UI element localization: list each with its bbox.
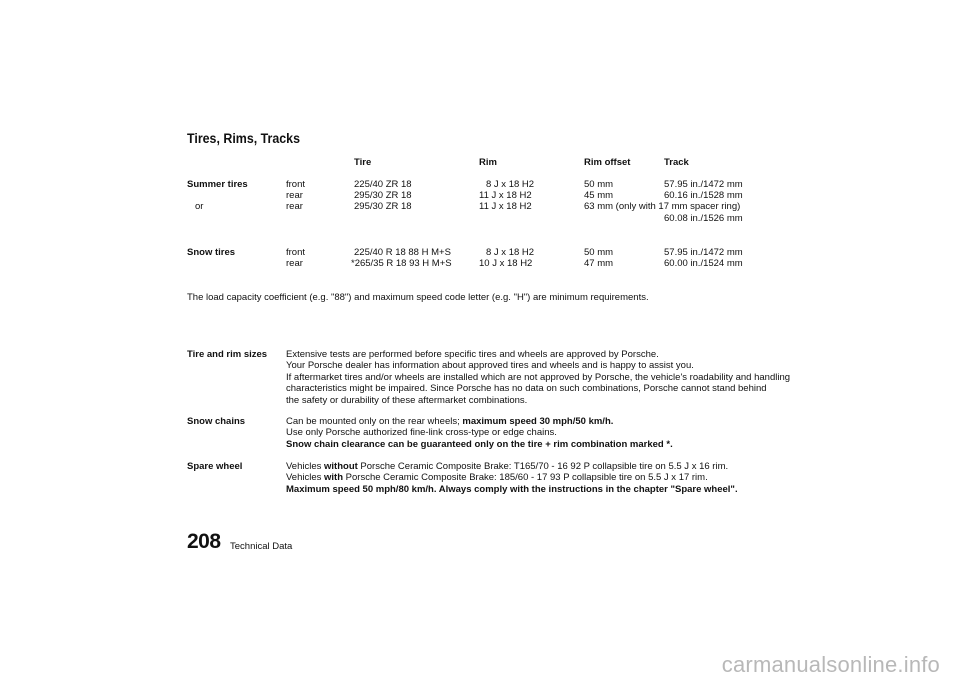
text-emphasis: without <box>324 461 358 472</box>
snow-chains-text <box>286 416 673 450</box>
position: rear <box>286 201 303 212</box>
header-tire: Tire <box>354 157 372 168</box>
tire-size: 295/30 ZR 18 <box>354 201 412 212</box>
text-line <box>286 416 673 427</box>
summer-tires-label: Summer tires <box>187 179 248 190</box>
snow-tires-label: Snow tires <box>187 247 236 258</box>
tire-rim-sizes-text <box>286 349 790 406</box>
text-span: Can be mounted only on the rear wheels; <box>286 416 463 427</box>
track: 60.00 in./1524 mm <box>664 258 743 269</box>
text-line <box>286 439 673 450</box>
footer-section-title: Technical Data <box>230 541 293 552</box>
page-title: Tires, Rims, Tracks <box>187 131 301 146</box>
speed-limit-warning: maximum speed 30 mph/50 km/h. <box>462 416 614 427</box>
position: front <box>286 247 306 258</box>
or-label: or <box>195 201 204 212</box>
rim-offset: 47 mm <box>584 258 614 269</box>
position: front <box>286 179 306 190</box>
header-track: Track <box>664 157 689 168</box>
text-line: Extensive tests are performed before specific tires and wheels are approved by Porsche. <box>286 349 659 360</box>
spare-wheel-text <box>286 461 738 495</box>
rim-size: 8 J x 18 H2 <box>486 179 535 190</box>
clearance-warning: Snow chain clearance can be guaranteed only on the tire + rim combination marked *. <box>286 438 673 450</box>
snow-chains-label: Snow chains <box>187 416 246 427</box>
requirements-note: The load capacity coefficient (e.g. "88") and maximum speed code letter (e.g. "H") are minimum requirements. <box>187 292 649 303</box>
text-span: Vehicles <box>286 472 325 484</box>
text-emphasis: with <box>324 472 344 484</box>
spare-speed-warning: Maximum speed 50 mph/80 km/h. Always comply with the instructions in the chapter "Spare wheel". <box>286 483 738 495</box>
tire-rim-sizes-label: Tire and rim sizes <box>187 349 268 360</box>
text-span: Porsche Ceramic Composite Brake: 185/60 - 17 93 P collapsible tire on 5.5 J x 17 rim. <box>343 472 708 484</box>
rim-offset: 50 mm <box>584 247 614 258</box>
rim-size: 11 J x 18 H2 <box>479 190 532 201</box>
header-rim: Rim <box>479 157 497 168</box>
track: 60.16 in./1528 mm <box>664 190 743 201</box>
text-line <box>286 484 738 495</box>
rim-offset: 63 mm (only with 17 mm spacer ring) <box>584 201 741 212</box>
page-number: 208 <box>187 530 221 553</box>
track: 60.08 in./1526 mm <box>664 213 743 224</box>
tire-size: 295/30 ZR 18 <box>354 190 412 201</box>
track: 57.95 in./1472 mm <box>664 247 743 258</box>
text-line: Your Porsche dealer has information about approved tires and wheels and is happy to assist you. <box>286 360 694 372</box>
text-line: characteristics might be impaired. Since Porsche has no data on such combinations, Porsche cannot stand behind <box>286 383 767 395</box>
position: rear <box>286 190 303 201</box>
watermark: carmanualsonline.info <box>721 652 940 677</box>
tire-size: 225/40 R 18 88 H M+S <box>354 247 451 258</box>
rim-offset: 45 mm <box>584 190 614 201</box>
spare-wheel-label: Spare wheel <box>187 461 243 472</box>
rim-size: 11 J x 18 H2 <box>479 201 532 212</box>
text-span: Porsche Ceramic Composite Brake: T165/70 - 16 92 P collapsible tire on 5.5 J x 16 rim. <box>357 461 729 472</box>
position: rear <box>286 258 303 269</box>
tire-size: 225/40 ZR 18 <box>354 179 412 190</box>
text-span: Vehicles <box>286 461 325 472</box>
text-line: Use only Porsche authorized fine-link cross-type or edge chains. <box>286 427 557 439</box>
rim-size: 10 J x 18 H2 <box>479 258 533 269</box>
rim-offset: 50 mm <box>584 179 614 190</box>
text-line: the safety or durability of these aftermarket combinations. <box>286 394 528 406</box>
text-line <box>286 472 738 483</box>
rim-size: 8 J x 18 H2 <box>486 247 535 258</box>
track: 57.95 in./1472 mm <box>664 179 743 190</box>
text-line <box>286 461 738 472</box>
tire-size: *265/35 R 18 93 H M+S <box>351 258 452 269</box>
header-rim-offset: Rim offset <box>584 157 631 168</box>
text-line: If aftermarket tires and/or wheels are installed which are not approved by Porsche, the vehicle's roadability and handling <box>286 371 791 383</box>
